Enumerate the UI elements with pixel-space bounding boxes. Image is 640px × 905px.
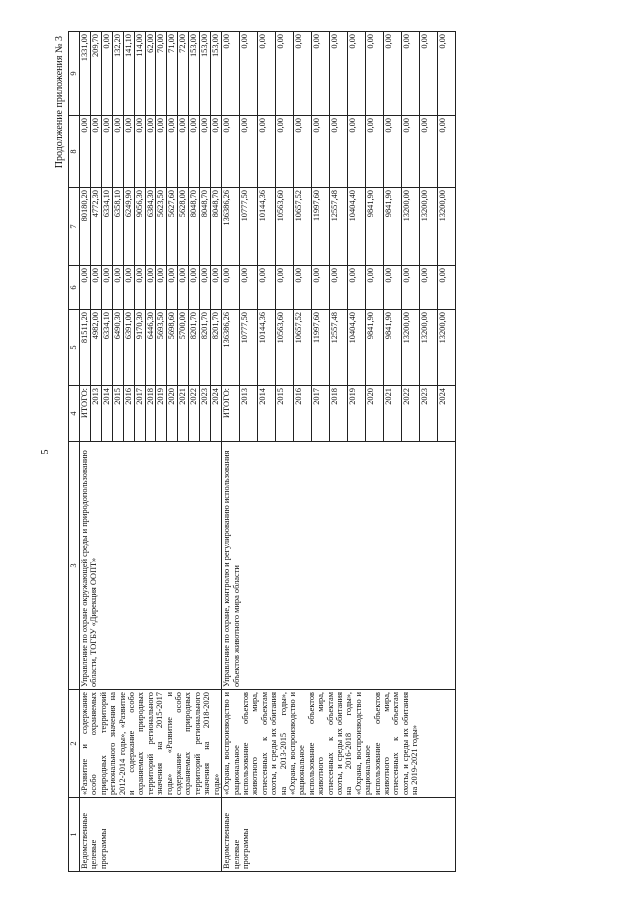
regional-amount-cell: 10777,50: [240, 188, 258, 266]
total-amount-cell: 10404,40: [348, 310, 366, 386]
column-header: 2: [69, 690, 80, 798]
federal-amount-cell: 0,00: [178, 266, 189, 310]
total-amount-cell: 8201,70: [200, 310, 211, 386]
program-executor: Управление по охране, контролю и регулированию использования объектов животного мира области: [222, 442, 456, 690]
table-row: [80, 32, 91, 872]
other-amount-cell: 0,00: [258, 32, 276, 116]
federal-amount-cell: 0,00: [402, 266, 420, 310]
total-amount-cell: 5700,00: [178, 310, 189, 386]
federal-amount-cell: 0,00: [258, 266, 276, 310]
other-amount-cell: 0,00: [240, 32, 258, 116]
year-cell: 2022: [189, 386, 200, 442]
total-amount-cell: 11997,60: [312, 310, 330, 386]
column-header: 6: [69, 266, 80, 310]
other-amount-cell: 0,00: [294, 32, 312, 116]
federal-amount-cell: 0,00: [156, 266, 167, 310]
federal-amount-cell: 0,00: [276, 266, 294, 310]
total-amount-cell: 8201,70: [211, 310, 222, 386]
other-amount-cell: 0,00: [276, 32, 294, 116]
regional-amount-cell: 9056,30: [134, 188, 145, 266]
other-amount-cell: 0,00: [312, 32, 330, 116]
regional-amount-cell: 5628,00: [178, 188, 189, 266]
total-amount-cell: 6490,30: [112, 310, 123, 386]
year-cell: 2020: [167, 386, 178, 442]
rotated-landscape-sheet: [40, 32, 600, 872]
total-amount-cell: 9841,90: [366, 310, 384, 386]
regional-amount-cell: 12557,48: [330, 188, 348, 266]
other-amount-cell: 153,00: [189, 32, 200, 116]
other-amount-cell: 1331,00: [80, 32, 91, 116]
other-amount-cell: 0,00: [402, 32, 420, 116]
column-number-row: [69, 32, 80, 872]
other-amount-cell: 114,00: [134, 32, 145, 116]
year-cell: 2020: [366, 386, 384, 442]
regional-amount-cell: 5627,60: [167, 188, 178, 266]
local-amount-cell: 0,00: [145, 116, 156, 188]
local-amount-cell: 0,00: [312, 116, 330, 188]
other-amount-cell: 141,10: [123, 32, 134, 116]
total-amount-cell: 6446,30: [145, 310, 156, 386]
local-amount-cell: 0,00: [101, 116, 112, 188]
federal-amount-cell: 0,00: [294, 266, 312, 310]
regional-amount-cell: 80180,20: [80, 188, 91, 266]
total-amount-cell: 12557,48: [330, 310, 348, 386]
federal-amount-cell: 0,00: [200, 266, 211, 310]
regional-amount-cell: 6358,10: [112, 188, 123, 266]
regional-amount-cell: 8048,70: [189, 188, 200, 266]
year-cell: 2017: [312, 386, 330, 442]
local-amount-cell: 0,00: [240, 116, 258, 188]
year-cell: 2024: [211, 386, 222, 442]
total-amount-cell: 6391,00: [123, 310, 134, 386]
column-header: 4: [69, 386, 80, 442]
year-cell: 2016: [123, 386, 134, 442]
local-amount-cell: 0,00: [222, 116, 240, 188]
year-cell: 2019: [348, 386, 366, 442]
other-amount-cell: 0,00: [348, 32, 366, 116]
other-amount-cell: 0,00: [438, 32, 456, 116]
federal-amount-cell: 0,00: [90, 266, 101, 310]
total-amount-cell: 8201,70: [189, 310, 200, 386]
federal-amount-cell: 0,00: [312, 266, 330, 310]
total-amount-cell: 13200,00: [420, 310, 438, 386]
column-header: 5: [69, 310, 80, 386]
year-cell: 2014: [258, 386, 276, 442]
regional-amount-cell: 4772,30: [90, 188, 101, 266]
federal-amount-cell: 0,00: [123, 266, 134, 310]
total-amount-cell: 10657,52: [294, 310, 312, 386]
column-header: 1: [69, 798, 80, 872]
regional-amount-cell: 9841,90: [384, 188, 402, 266]
federal-amount-cell: 0,00: [80, 266, 91, 310]
table-body: [80, 32, 456, 872]
column-header: 7: [69, 188, 80, 266]
federal-amount-cell: 0,00: [420, 266, 438, 310]
year-cell: 2018: [145, 386, 156, 442]
total-amount-cell: 6334,10: [101, 310, 112, 386]
year-cell: 2024: [438, 386, 456, 442]
local-amount-cell: 0,00: [276, 116, 294, 188]
year-cell: 2023: [420, 386, 438, 442]
federal-amount-cell: 0,00: [384, 266, 402, 310]
local-amount-cell: 0,00: [348, 116, 366, 188]
table-row: [222, 32, 240, 872]
program-executor: Управление по охране окружающей среды и природопользованию области, ТОГБУ «Дирекция ООПТ»: [80, 442, 222, 690]
local-amount-cell: 0,00: [167, 116, 178, 188]
total-amount-cell: 13200,00: [438, 310, 456, 386]
year-cell: 2018: [330, 386, 348, 442]
local-amount-cell: 0,00: [420, 116, 438, 188]
regional-amount-cell: 8048,70: [200, 188, 211, 266]
federal-amount-cell: 0,00: [167, 266, 178, 310]
federal-amount-cell: 0,00: [145, 266, 156, 310]
other-amount-cell: 62,00: [145, 32, 156, 116]
year-cell: 2021: [384, 386, 402, 442]
year-cell: 2022: [402, 386, 420, 442]
federal-amount-cell: 0,00: [366, 266, 384, 310]
federal-amount-cell: 0,00: [134, 266, 145, 310]
local-amount-cell: 0,00: [178, 116, 189, 188]
year-cell: 2013: [90, 386, 101, 442]
federal-amount-cell: 0,00: [348, 266, 366, 310]
other-amount-cell: 0,00: [330, 32, 348, 116]
local-amount-cell: 0,00: [200, 116, 211, 188]
local-amount-cell: 0,00: [330, 116, 348, 188]
local-amount-cell: 0,00: [134, 116, 145, 188]
other-amount-cell: 209,70: [90, 32, 101, 116]
local-amount-cell: 0,00: [189, 116, 200, 188]
regional-amount-cell: 10563,60: [276, 188, 294, 266]
federal-amount-cell: 0,00: [222, 266, 240, 310]
total-amount-cell: 5693,50: [156, 310, 167, 386]
other-amount-cell: 71,00: [167, 32, 178, 116]
year-cell: ИТОГО:: [80, 386, 91, 442]
total-amount-cell: 9170,30: [134, 310, 145, 386]
regional-amount-cell: 5623,50: [156, 188, 167, 266]
local-amount-cell: 0,00: [90, 116, 101, 188]
regional-amount-cell: 13200,00: [420, 188, 438, 266]
year-cell: 2016: [294, 386, 312, 442]
regional-amount-cell: 6249,90: [123, 188, 134, 266]
regional-amount-cell: 10404,40: [348, 188, 366, 266]
local-amount-cell: 0,00: [384, 116, 402, 188]
federal-amount-cell: 0,00: [112, 266, 123, 310]
year-cell: 2023: [200, 386, 211, 442]
continuation-note: Продолжение приложения № 3: [54, 36, 65, 169]
year-cell: 2013: [240, 386, 258, 442]
federal-amount-cell: 0,00: [101, 266, 112, 310]
total-amount-cell: 81511,20: [80, 310, 91, 386]
total-amount-cell: 10777,50: [240, 310, 258, 386]
other-amount-cell: 153,00: [200, 32, 211, 116]
local-amount-cell: 0,00: [294, 116, 312, 188]
year-cell: 2019: [156, 386, 167, 442]
local-amount-cell: 0,00: [80, 116, 91, 188]
federal-amount-cell: 0,00: [240, 266, 258, 310]
total-amount-cell: 4982,00: [90, 310, 101, 386]
funding-table: [68, 31, 456, 872]
other-amount-cell: 0,00: [384, 32, 402, 116]
column-header: 9: [69, 32, 80, 116]
total-amount-cell: 136386,26: [222, 310, 240, 386]
other-amount-cell: 0,00: [222, 32, 240, 116]
regional-amount-cell: 6334,10: [101, 188, 112, 266]
page-number: 5: [40, 449, 51, 455]
regional-amount-cell: 9841,90: [366, 188, 384, 266]
year-cell: 2015: [276, 386, 294, 442]
local-amount-cell: 0,00: [402, 116, 420, 188]
federal-amount-cell: 0,00: [189, 266, 200, 310]
other-amount-cell: 153,00: [211, 32, 222, 116]
total-amount-cell: 10563,60: [276, 310, 294, 386]
regional-amount-cell: 11997,60: [312, 188, 330, 266]
year-cell: 2021: [178, 386, 189, 442]
local-amount-cell: 0,00: [258, 116, 276, 188]
total-amount-cell: 13200,00: [402, 310, 420, 386]
regional-amount-cell: 8048,70: [211, 188, 222, 266]
program-category: Ведомственные целевые программы: [222, 798, 456, 872]
regional-amount-cell: 136386,26: [222, 188, 240, 266]
total-amount-cell: 10144,36: [258, 310, 276, 386]
column-header: 8: [69, 116, 80, 188]
total-amount-cell: 5698,60: [167, 310, 178, 386]
other-amount-cell: 0,00: [366, 32, 384, 116]
year-cell: 2014: [101, 386, 112, 442]
other-amount-cell: 72,00: [178, 32, 189, 116]
program-name: «Охрана, воспроизводство и рациональное использование объектов животного мира, отнесенных к объектам охоты, и среды их обитания на 2013-2015 годы», «Охрана, воспроизводство и рациональное использование объектов животного мира, отнесенных к объектам охоты, и среды их обитания на 2016-2018 годы», «Охрана, воспроизводство и рациональное использование объектов животного мира, отнесенных к объектам охоты, и среды их обитания на 2019-2021 годы»: [222, 690, 456, 798]
federal-amount-cell: 0,00: [330, 266, 348, 310]
other-amount-cell: 0,00: [101, 32, 112, 116]
local-amount-cell: 0,00: [112, 116, 123, 188]
other-amount-cell: 132,20: [112, 32, 123, 116]
federal-amount-cell: 0,00: [211, 266, 222, 310]
program-name: «Развитие и содержание особо охраняемых природных территорий регионального значения на 2012-2014 годы», «Развитие и содержание особо охраняемых природных территорий регионального значения на 2015-2017 годы» «Развитие и содержание особо охраняемых природных территорий регионального значения на 2018-2020 годы»: [80, 690, 222, 798]
other-amount-cell: 70,00: [156, 32, 167, 116]
local-amount-cell: 0,00: [438, 116, 456, 188]
year-cell: 2015: [112, 386, 123, 442]
regional-amount-cell: 13200,00: [438, 188, 456, 266]
column-header: 3: [69, 442, 80, 690]
other-amount-cell: 0,00: [420, 32, 438, 116]
local-amount-cell: 0,00: [366, 116, 384, 188]
regional-amount-cell: 13200,00: [402, 188, 420, 266]
regional-amount-cell: 10657,52: [294, 188, 312, 266]
local-amount-cell: 0,00: [156, 116, 167, 188]
total-amount-cell: 9841,90: [384, 310, 402, 386]
regional-amount-cell: 6384,30: [145, 188, 156, 266]
regional-amount-cell: 10144,36: [258, 188, 276, 266]
year-cell: ИТОГО:: [222, 386, 240, 442]
year-cell: 2017: [134, 386, 145, 442]
local-amount-cell: 0,00: [123, 116, 134, 188]
program-category: Ведомственные целевые программы: [80, 798, 222, 872]
federal-amount-cell: 0,00: [438, 266, 456, 310]
local-amount-cell: 0,00: [211, 116, 222, 188]
